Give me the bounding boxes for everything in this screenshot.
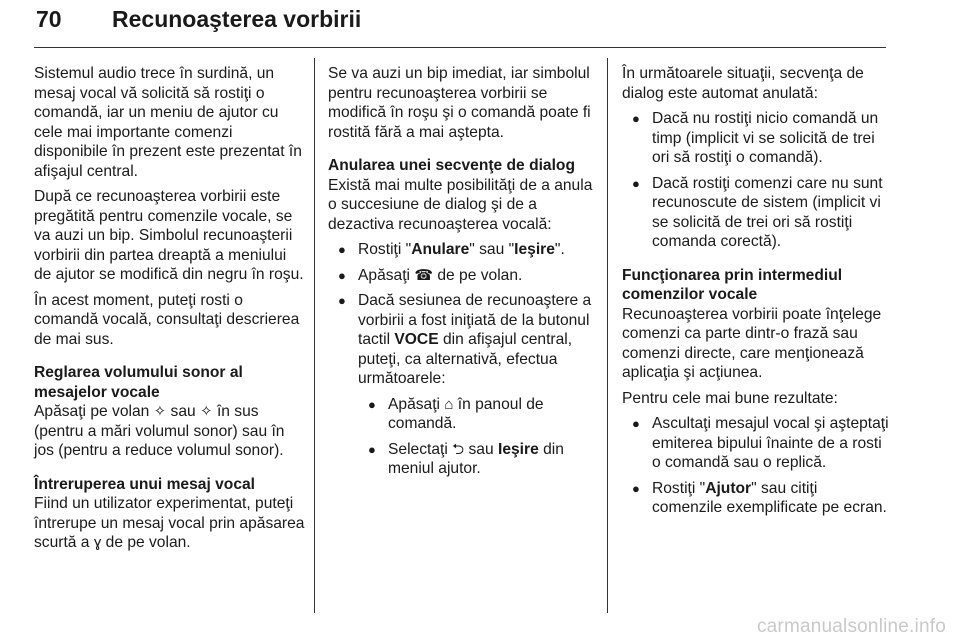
page-title: Recunoaşterea vorbirii — [112, 6, 362, 32]
voice-recognition-icon: ɣ — [93, 534, 102, 551]
paragraph: În următoarele situaţii, secvenţa de dialog este automat anulată: — [622, 65, 864, 102]
column-1 — [34, 64, 306, 559]
bullet-list — [328, 240, 600, 479]
page-number: 70 — [36, 6, 62, 32]
bullet-list — [622, 109, 890, 252]
watermark: carmanualsonline.info — [756, 616, 946, 637]
home-icon: ⌂ — [444, 395, 454, 413]
end-call-icon: ☎ — [414, 266, 434, 284]
column-3 — [622, 64, 890, 524]
column-divider-2 — [607, 58, 608, 613]
list-item: ● Rostiţi "Ajutor" sau citiţi comenzile exemplificate pe ecran. — [622, 479, 890, 518]
back-arrow-icon: ⮌ — [452, 440, 465, 458]
column-2 — [328, 64, 600, 485]
list-item: ● Ascultaţi mesajul vocal şi aşteptaţi emiterea bipului înainte de a rosti o comandă sau o replică. — [622, 414, 890, 473]
paragraph: După ce recunoaşterea vorbirii este pregătită pentru comenzile vocale, se va auzi un bip. Simbolul recunoaşterii vorbirii din partea dreaptă a meniului de ajutor se modifică din negru în roşu. — [34, 188, 304, 283]
paragraph: În acest moment, puteţi rosti o comandă vocală, consultaţi descrierea de mai sus. — [34, 291, 300, 348]
section-heading-voice-commands: Funcţionarea prin intermediul comenzilor vocale — [622, 266, 843, 303]
volume-down-icon: ✧ — [200, 403, 213, 420]
header-rule — [34, 47, 886, 48]
section-heading-volume: Reglarea volumului sonor al mesajelor vocale — [34, 364, 243, 401]
list-item: ● Selectaţi ⮌ sau Ieşire din meniul ajutor. — [358, 440, 600, 479]
list-item: ● Dacă nu rostiţi nicio comandă un timp (implicit vi se solicită de trei ori să rostiţi o comandă). — [622, 109, 890, 168]
paragraph: Fiind un utilizator experimentat, puteţi întrerupe un mesaj vocal prin apăsarea scurtă a ɣ de pe volan. — [34, 495, 305, 551]
column-divider-1 — [314, 58, 315, 613]
sub-bullet-list — [358, 395, 600, 479]
list-item: ● Dacă rostiţi comenzi care nu sunt recunoscute de sistem (implicit vi se solicită de trei ori să rostiţi comanda corectă). — [622, 174, 890, 252]
paragraph: Apăsaţi pe volan ✧ sau ✧ în sus (pentru a mări volumul sonor) sau în jos (pentru a reduce volumul sonor). — [34, 403, 285, 459]
paragraph: Sistemul audio trece în surdină, un mesaj vocal vă solicită să rostiţi o comandă, iar un meniu de ajutor cu cele mai importante comenzi disponibile în prezent este prezentat în afişajul central. — [34, 65, 302, 180]
paragraph: Se va auzi un bip imediat, iar simbolul pentru recunoaşterea vorbirii se modifică în roşu şi o comandă poate fi rostită fără a mai aştepta. — [328, 65, 591, 141]
section-heading-cancel: Anularea unei secvenţe de dialog — [328, 157, 575, 174]
page-header — [34, 2, 886, 42]
volume-up-icon: ✧ — [153, 403, 167, 420]
bullet-list — [622, 414, 890, 518]
list-item: ● Apăsaţi ☎ de pe volan. — [328, 266, 600, 286]
paragraph: Există mai multe posibilităţi de a anula o succesiune de dialog şi de a dezactiva recunoaşterea vocală: — [328, 176, 593, 233]
section-heading-interrupt: Întreruperea unui mesaj vocal — [34, 475, 255, 493]
paragraph: Recunoaşterea vorbirii poate înţelege comenzi ca parte dintr-o frază sau comenzi directe, care menţionează aplicaţia şi acţiunea. — [622, 305, 882, 381]
paragraph: Pentru cele mai bune rezultate: — [622, 389, 838, 407]
list-item: ● Dacă sesiunea de recunoaştere a vorbirii a fost iniţiată de la butonul tactil VOCE din afişajul central, puteţi, ca alternativă, efectua următoarele: ● Apăsaţi ⌂ în panoul de comandă. ● Selectaţi ⮌ sau Ieşire din meniul ajutor. — [328, 291, 600, 479]
list-item: ● Rostiţi "Anulare" sau "Ieşire". — [328, 240, 600, 260]
list-item: ● Apăsaţi ⌂ în panoul de comandă. — [358, 395, 600, 434]
